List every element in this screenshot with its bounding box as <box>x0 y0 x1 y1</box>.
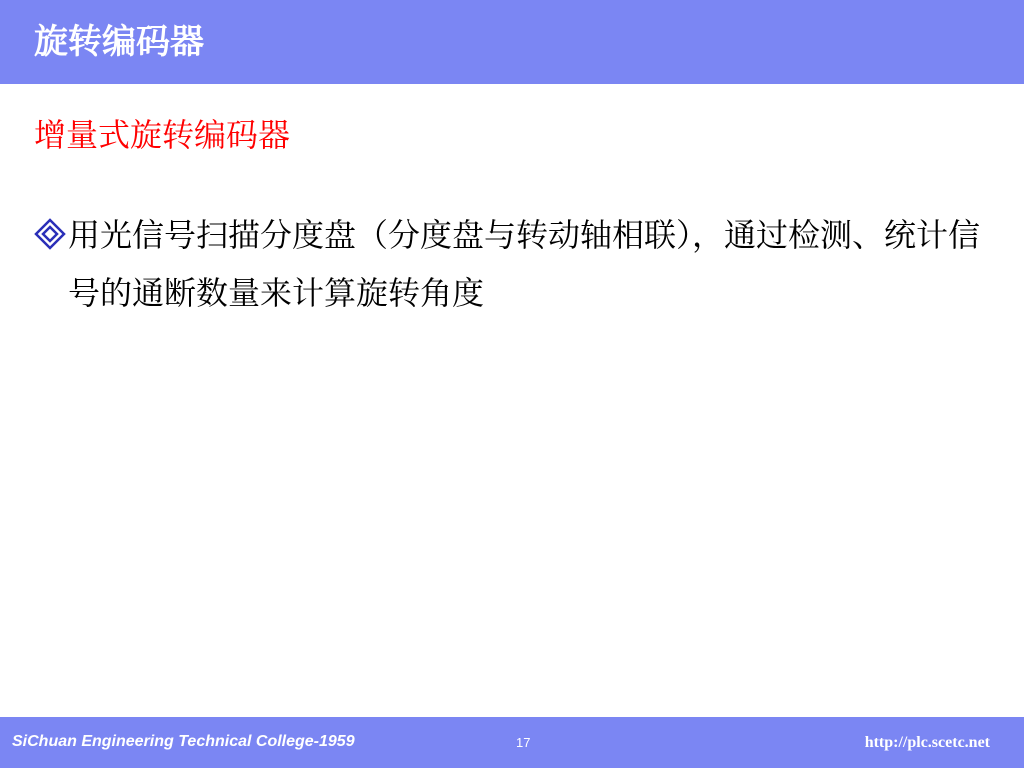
slide-title: 旋转编码器 <box>34 22 204 62</box>
footer-bar <box>0 717 1024 768</box>
bullet-item <box>34 206 994 322</box>
slide-subtitle: 增量式旋转编码器 <box>34 116 291 154</box>
footer-url: http://plc.scetc.net <box>864 734 990 751</box>
bullet-text: 用光信号扫描分度盘（分度盘与转动轴相联），通过检测、统计信号的通断数量来计算旋转角度 <box>68 216 981 312</box>
footer-college-name: SiChuan Engineering Technical College-1959 <box>12 733 355 750</box>
header-bar <box>0 0 1024 84</box>
diamond-bullet-icon <box>34 218 66 250</box>
page-number: 17 <box>516 735 531 750</box>
